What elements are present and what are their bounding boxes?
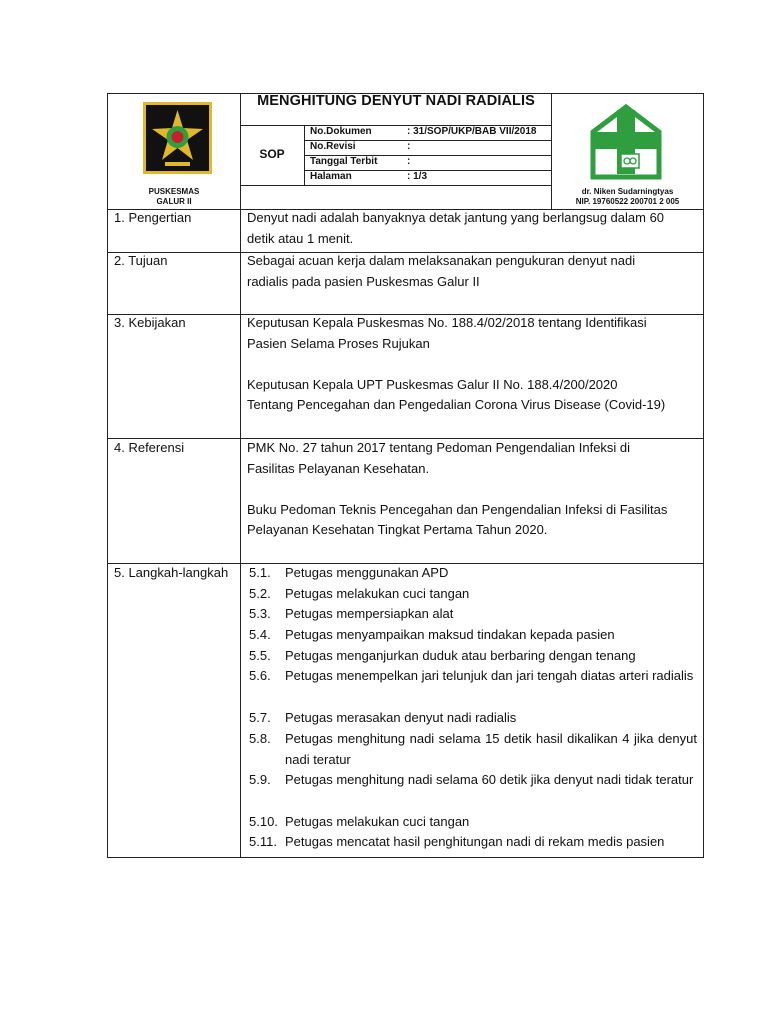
- step-number: 5.7.: [249, 710, 271, 725]
- step-number: 5.3.: [249, 606, 271, 621]
- section-body-referensi: [247, 438, 697, 541]
- step-item: [249, 584, 697, 605]
- meta-value-tanggal-terbit: :: [407, 156, 411, 167]
- left-org-line1: PUSKESMAS: [148, 187, 200, 196]
- table-border-bottom: [107, 857, 704, 858]
- section-label-langkah: 5. Langkah-langkah: [114, 565, 229, 580]
- step-text: Petugas menganjurkan duduk atau berbaring dengan tenang: [285, 648, 636, 663]
- step-number: 5.1.: [249, 565, 271, 580]
- step-item: [249, 812, 697, 833]
- document-title: MENGHITUNG DENYUT NADI RADIALIS: [257, 93, 535, 109]
- left-org-name: [108, 187, 240, 207]
- step-number: 5.11.: [249, 834, 277, 849]
- left-org-line2: GALUR II: [156, 197, 192, 206]
- meta-value-no-dokumen: : 31/SOP/UKP/BAB VII/2018: [407, 126, 537, 137]
- section-body-tujuan: [247, 251, 697, 292]
- section-label-referensi: 4. Referensi: [114, 440, 185, 455]
- kebijakan-p2-line-2: Tentang Pencegahan dan Pengedalian Corona Virus Disease (Covid-19): [247, 397, 666, 412]
- tujuan-line-2: radialis pada pasien Puskesmas Galur II: [247, 273, 480, 289]
- step-number: 5.6.: [249, 668, 271, 683]
- sop-label: SOP: [259, 147, 285, 161]
- step-item: [249, 563, 697, 584]
- col-divider: [240, 93, 241, 858]
- step-number: 5.8.: [249, 731, 271, 746]
- table-border-right: [703, 93, 704, 858]
- step-number: 5.10.: [249, 814, 278, 829]
- section-label-pengertian: 1. Pengertian: [114, 210, 192, 225]
- step-number: 5.4.: [249, 627, 271, 642]
- referensi-p2-line-2: Pelayanan Kesehatan Tingkat Pertama Tahun 2020.: [247, 522, 548, 537]
- meta-key-tanggal-terbit: Tanggal Terbit: [310, 156, 378, 167]
- right-person: [552, 187, 703, 207]
- section-body-pengertian: [247, 208, 697, 249]
- meta-key-halaman: Halaman: [310, 171, 352, 182]
- step-item: [249, 625, 697, 646]
- step-number: 5.5.: [249, 648, 271, 663]
- kebijakan-p2-line-1: Keputusan Kepala UPT Puskesmas Galur II No. 188.4/200/2020: [247, 376, 618, 392]
- table-border-left: [107, 93, 108, 858]
- step-item: [249, 729, 697, 770]
- step-text: Petugas menempelkan jari telunjuk dan jari tengah diatas arteri radialis: [285, 668, 694, 683]
- meta-key-no-dokumen: No.Dokumen: [310, 126, 372, 137]
- meta-value-halaman: : 1/3: [407, 171, 428, 182]
- meta-key-no-revisi: No.Revisi: [310, 141, 356, 152]
- step-text: Petugas menyampaikan maksud tindakan kepada pasien: [285, 627, 615, 642]
- step-text: Petugas melakukan cuci tangan: [285, 586, 470, 601]
- section-label-tujuan: 2. Tujuan: [114, 253, 168, 268]
- kebijakan-p1-line-1: Keputusan Kepala Puskesmas No. 188.4/02/2018 tentang Identifikasi: [247, 315, 647, 330]
- puskesmas-logo: [590, 104, 662, 180]
- step-text: Petugas menggunakan APD: [285, 565, 449, 580]
- referensi-p2-line-1: Buku Pedoman Teknis Pencegahan dan Pengendalian Infeksi di Fasilitas: [247, 501, 668, 517]
- pengertian-line-2: detik atau 1 menit.: [247, 230, 354, 246]
- meta-value-no-revisi: :: [407, 141, 411, 152]
- right-person-name: dr. Niken Sudarningtyas: [581, 187, 674, 196]
- step-text: Petugas merasakan denyut nadi radialis: [285, 710, 517, 725]
- section-label-kebijakan: 3. Kebijakan: [114, 315, 186, 330]
- step-text: Petugas mempersiapkan alat: [285, 606, 454, 621]
- step-text: Petugas menghitung nadi selama 15 detik hasil dikalikan 4 jika denyut nadi teratur: [285, 731, 697, 767]
- right-person-nip: NIP. 19760522 200701 2 005: [575, 197, 680, 206]
- referensi-p1-line-2: Fasilitas Pelayanan Kesehatan.: [247, 460, 430, 476]
- step-number: 5.2.: [249, 586, 271, 601]
- step-item: [249, 666, 697, 687]
- step-text: Petugas melakukan cuci tangan: [285, 814, 470, 829]
- step-text: Petugas mencatat hasil penghitungan nadi di rekam medis pasien: [285, 834, 665, 849]
- step-number: 5.9.: [249, 772, 271, 787]
- pengertian-line-1: Denyut nadi adalah banyaknya detak jantung yang berlangsug dalam 60: [247, 210, 665, 225]
- referensi-p1-line-1: PMK No. 27 tahun 2017 tentang Pedoman Pengendalian Infeksi di: [247, 440, 631, 455]
- step-item: [249, 832, 697, 853]
- header-bottom-line: [240, 185, 552, 186]
- step-item: [249, 708, 697, 729]
- section-body-kebijakan: [247, 313, 697, 416]
- kebijakan-p1-line-2: Pasien Selama Proses Rujukan: [247, 335, 430, 351]
- left-logo: [143, 102, 212, 174]
- step-item: [249, 646, 697, 667]
- step-text: Petugas menghitung nadi selama 60 detik jika denyut nadi tidak teratur: [285, 772, 694, 787]
- step-item: [249, 604, 697, 625]
- tujuan-line-1: Sebagai acuan kerja dalam melaksanakan pengukuran denyut nadi: [247, 253, 636, 268]
- step-item: [249, 770, 697, 791]
